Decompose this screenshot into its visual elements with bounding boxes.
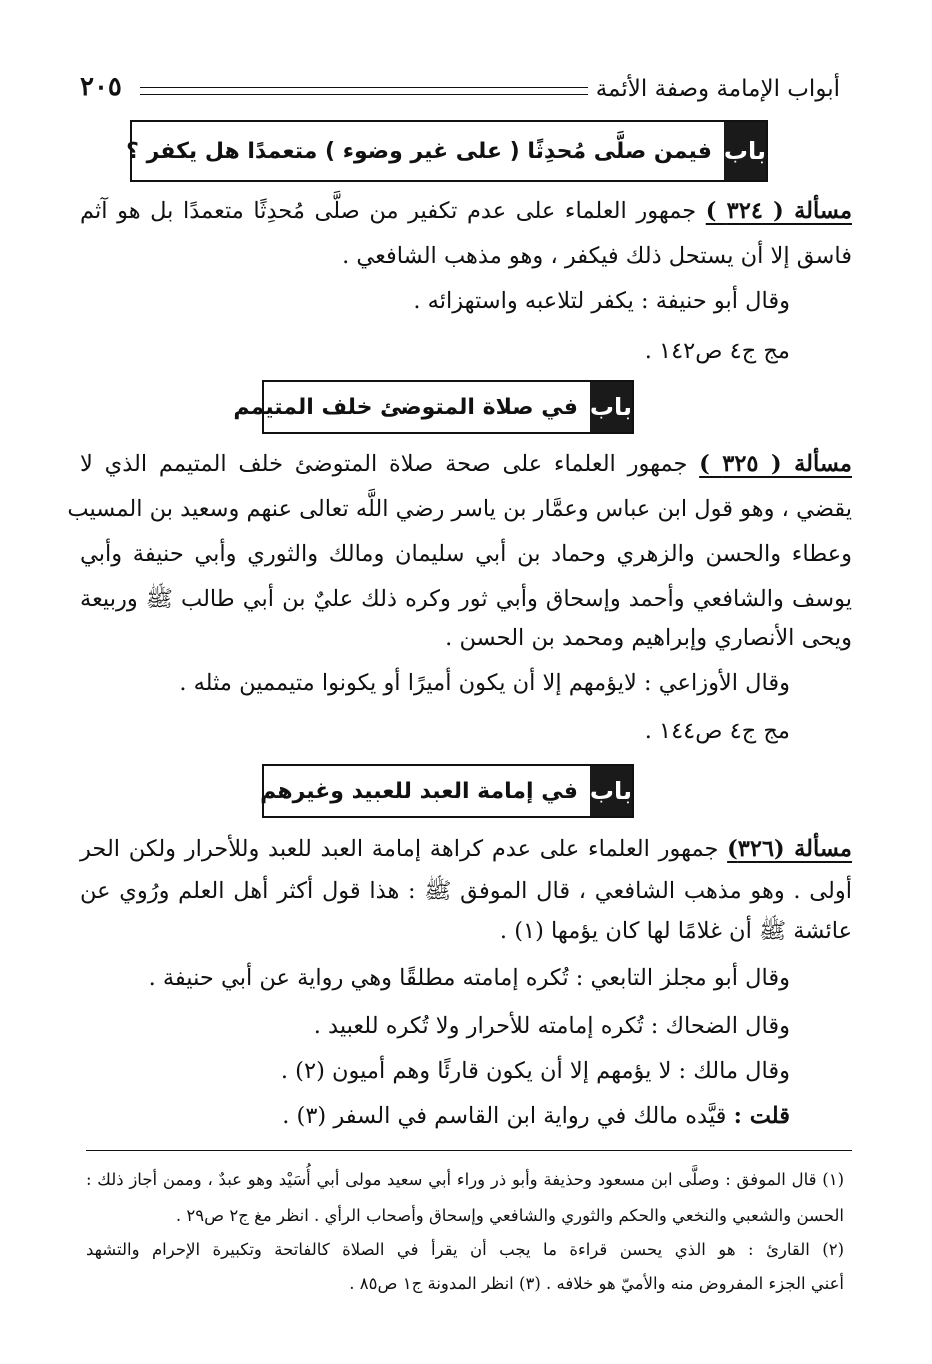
masala-label: مسألة (٣٢٦)	[727, 836, 852, 862]
reference-line: مج ج٤ ص١٤٢ .	[644, 338, 790, 364]
paragraph-line: فاسق إلا أن يستحل ذلك فيكفر ، وهو مذهب الشافعي .	[342, 243, 852, 269]
masala-label: مسألة ( ٣٢٥ )	[699, 451, 852, 477]
paragraph-line: وقال الضحاك : تُكره إمامته للأحرار ولا تُكره للعبيد .	[313, 1013, 790, 1039]
running-header	[80, 70, 840, 106]
paragraph-line: وقال الأوزاعي : لايؤمهم إلا أن يكون أميرًا أو يكونوا متيممين مثله .	[179, 670, 790, 696]
section-tag: باب	[590, 382, 632, 432]
paragraph-line: ويحى الأنصاري وإبراهيم ومحمد بن الحسن .	[445, 625, 852, 651]
section-title-box	[262, 764, 634, 818]
paragraph-line: مسألة ( ٣٢٤ ) جمهور العلماء على عدم تكفير من صلَّى مُحدِثًا متعمدًا بل هو آثم	[80, 198, 852, 224]
header-double-rule	[140, 87, 588, 95]
paragraph-line: وقال أبو مجلز التابعي : تُكره إمامته مطلقًا وهي رواية عن أبي حنيفة .	[148, 965, 790, 991]
section-tag: باب	[590, 766, 632, 816]
footnote-line: أعني الجزء المفروض منه والأميّ هو خلافه . (٣) انظر المدونة ج١ ص٨٥ .	[349, 1274, 844, 1293]
footnote-divider	[86, 1150, 852, 1151]
paragraph-line: يوسف والشافعي وأحمد وإسحاق وأبي ثور وكره ذلك عليٌ بن أبي طالب ﷺ وربيعة	[80, 586, 852, 612]
section-title-box	[233, 380, 634, 434]
section-tag: باب	[724, 122, 766, 180]
running-title: أبواب الإمامة وصفة الأئمة	[595, 76, 840, 102]
paragraph-line: وعطاء والحسن والزهري وحماد بن أبي سليمان ومالك والثوري وأبي حنيفة وأبي	[80, 541, 852, 567]
section-title-box	[126, 120, 768, 182]
paragraph-line: أولى . وهو مذهب الشافعي ، قال الموفق ﷺ : هذا قول أكثر أهل العلم ورُوي عن	[80, 878, 852, 904]
section-title: في صلاة المتوضئ خلف المتيمم	[233, 394, 578, 420]
footnote-line: الحسن والشعبي والنخعي والحكم والثوري والشافعي وإسحاق وأصحاب الرأي . انظر مغ ج٢ ص٢٩ .	[175, 1206, 844, 1225]
paragraph-line: عائشة ﷺ أن غلامًا لها كان يؤمها (١) .	[499, 918, 852, 944]
footnote-line: (١) قال الموفق : وصلَّى ابن مسعود وحذيفة وأبو ذر وراء أبي سعيد مولى أبي أُسَيْد وهو عبدٌ ، وممن أجاز ذلك :	[86, 1170, 844, 1189]
reference-line: مج ج٤ ص١٤٤ .	[644, 718, 790, 744]
paragraph-line: قلت : قيَّده مالك في رواية ابن القاسم في السفر (٣) .	[282, 1103, 790, 1129]
section-title: فيمن صلَّى مُحدِثًا ( على غير وضوء ) متعمدًا هل يكفر ؟	[126, 138, 712, 164]
paragraph-line: وقال مالك : لا يؤمهم إلا أن يكون قارئًا وهم أميون (٢) .	[280, 1058, 790, 1084]
paragraph-line: مسألة (٣٢٦) جمهور العلماء على عدم كراهة إمامة العبد للعبد وللأحرار ولكن الحر	[80, 836, 852, 862]
paragraph-line: وقال أبو حنيفة : يكفر لتلاعبه واستهزائه .	[413, 288, 790, 314]
page-number: ٢٠٥	[80, 72, 122, 102]
masala-label: مسألة ( ٣٢٤ )	[705, 198, 852, 224]
qultu-label: قلت :	[733, 1103, 790, 1129]
paragraph-line: يقضي ، وهو قول ابن عباس وعمَّار بن ياسر رضي اللَّه تعالى عنهم وسعيد بن المسيب	[67, 496, 852, 522]
section-title: في إمامة العبد للعبيد وغيرهم	[260, 778, 578, 804]
paragraph-line: مسألة ( ٣٢٥ ) جمهور العلماء على صحة صلاة المتوضئ خلف المتيمم الذي لا	[80, 451, 852, 477]
footnote-line: (٢) القارئ : هو الذي يحسن قراءة ما يجب أن يقرأ في الصلاة كالفاتحة وتكبيرة الإحرام والتشهد	[86, 1240, 844, 1259]
